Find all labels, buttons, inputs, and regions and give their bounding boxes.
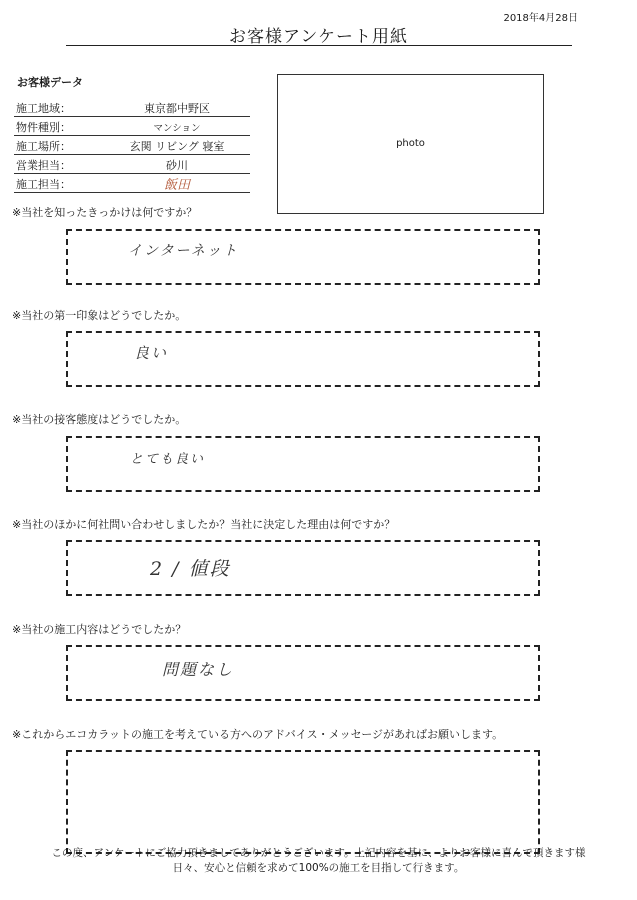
field-row-installer [14, 175, 250, 193]
answer-how-found: インターネット [128, 243, 239, 259]
answer-box-other-companies [66, 540, 540, 596]
field-label: 施工担当： [16, 178, 71, 191]
field-label: 施工場所： [16, 140, 71, 153]
question-other-companies: ※当社のほかに何社問い合わせしましたか？当社に決定した理由は何ですか？ [12, 518, 396, 531]
footer-message-line-1: この度、アンケートにご協力頂きましてありがとうございます。上記内容を基に、よりお客様に喜んで頂きます様 [51, 847, 586, 859]
answer-first-impression: 良い [134, 344, 169, 362]
field-row-location [14, 137, 250, 155]
question-advice-message: ※これからエコカラットの施工を考えている方へのアドバイス・メッセージがあればお願いします。 [12, 728, 504, 741]
question-service-attitude: ※当社の接客態度はどうでしたか。 [12, 413, 187, 426]
field-label: 営業担当： [16, 159, 71, 172]
customer-data-heading: お客様データ [17, 76, 83, 89]
field-label: 物件種別： [16, 121, 71, 134]
field-value: 玄関 リビング 寝室 [129, 140, 225, 153]
field-value: 砂川 [166, 159, 188, 172]
answer-box-advice-message [66, 750, 540, 854]
answer-box-work-quality [66, 645, 540, 701]
question-first-impression: ※当社の第一印象はどうでしたか。 [12, 309, 187, 322]
page-title: お客様アンケート用紙 [229, 27, 408, 47]
field-value: 東京都中野区 [144, 102, 210, 115]
field-row-area [14, 99, 250, 117]
field-value: マンション [153, 123, 201, 134]
photo-label: photo [396, 138, 425, 149]
footer-message-line-2: 日々、安心と信頼を求めて100%の施工を目指して行きます。 [172, 862, 465, 874]
field-value-handwritten: 飯田 [163, 178, 190, 193]
answer-service-attitude: とても良い [130, 452, 206, 467]
survey-date: 2018年4月28日 [503, 13, 578, 24]
answer-other-companies: 2 / 値段 [150, 558, 231, 580]
question-how-found: ※当社を知ったきっかけは何ですか？ [12, 206, 198, 219]
title-underline [66, 45, 572, 46]
answer-work-quality: 問題なし [162, 660, 235, 679]
field-row-sales-rep [14, 156, 250, 174]
field-label: 施工地域： [16, 102, 71, 115]
question-work-quality: ※当社の施工内容はどうでしたか？ [12, 623, 187, 636]
field-row-property-type [14, 118, 250, 136]
